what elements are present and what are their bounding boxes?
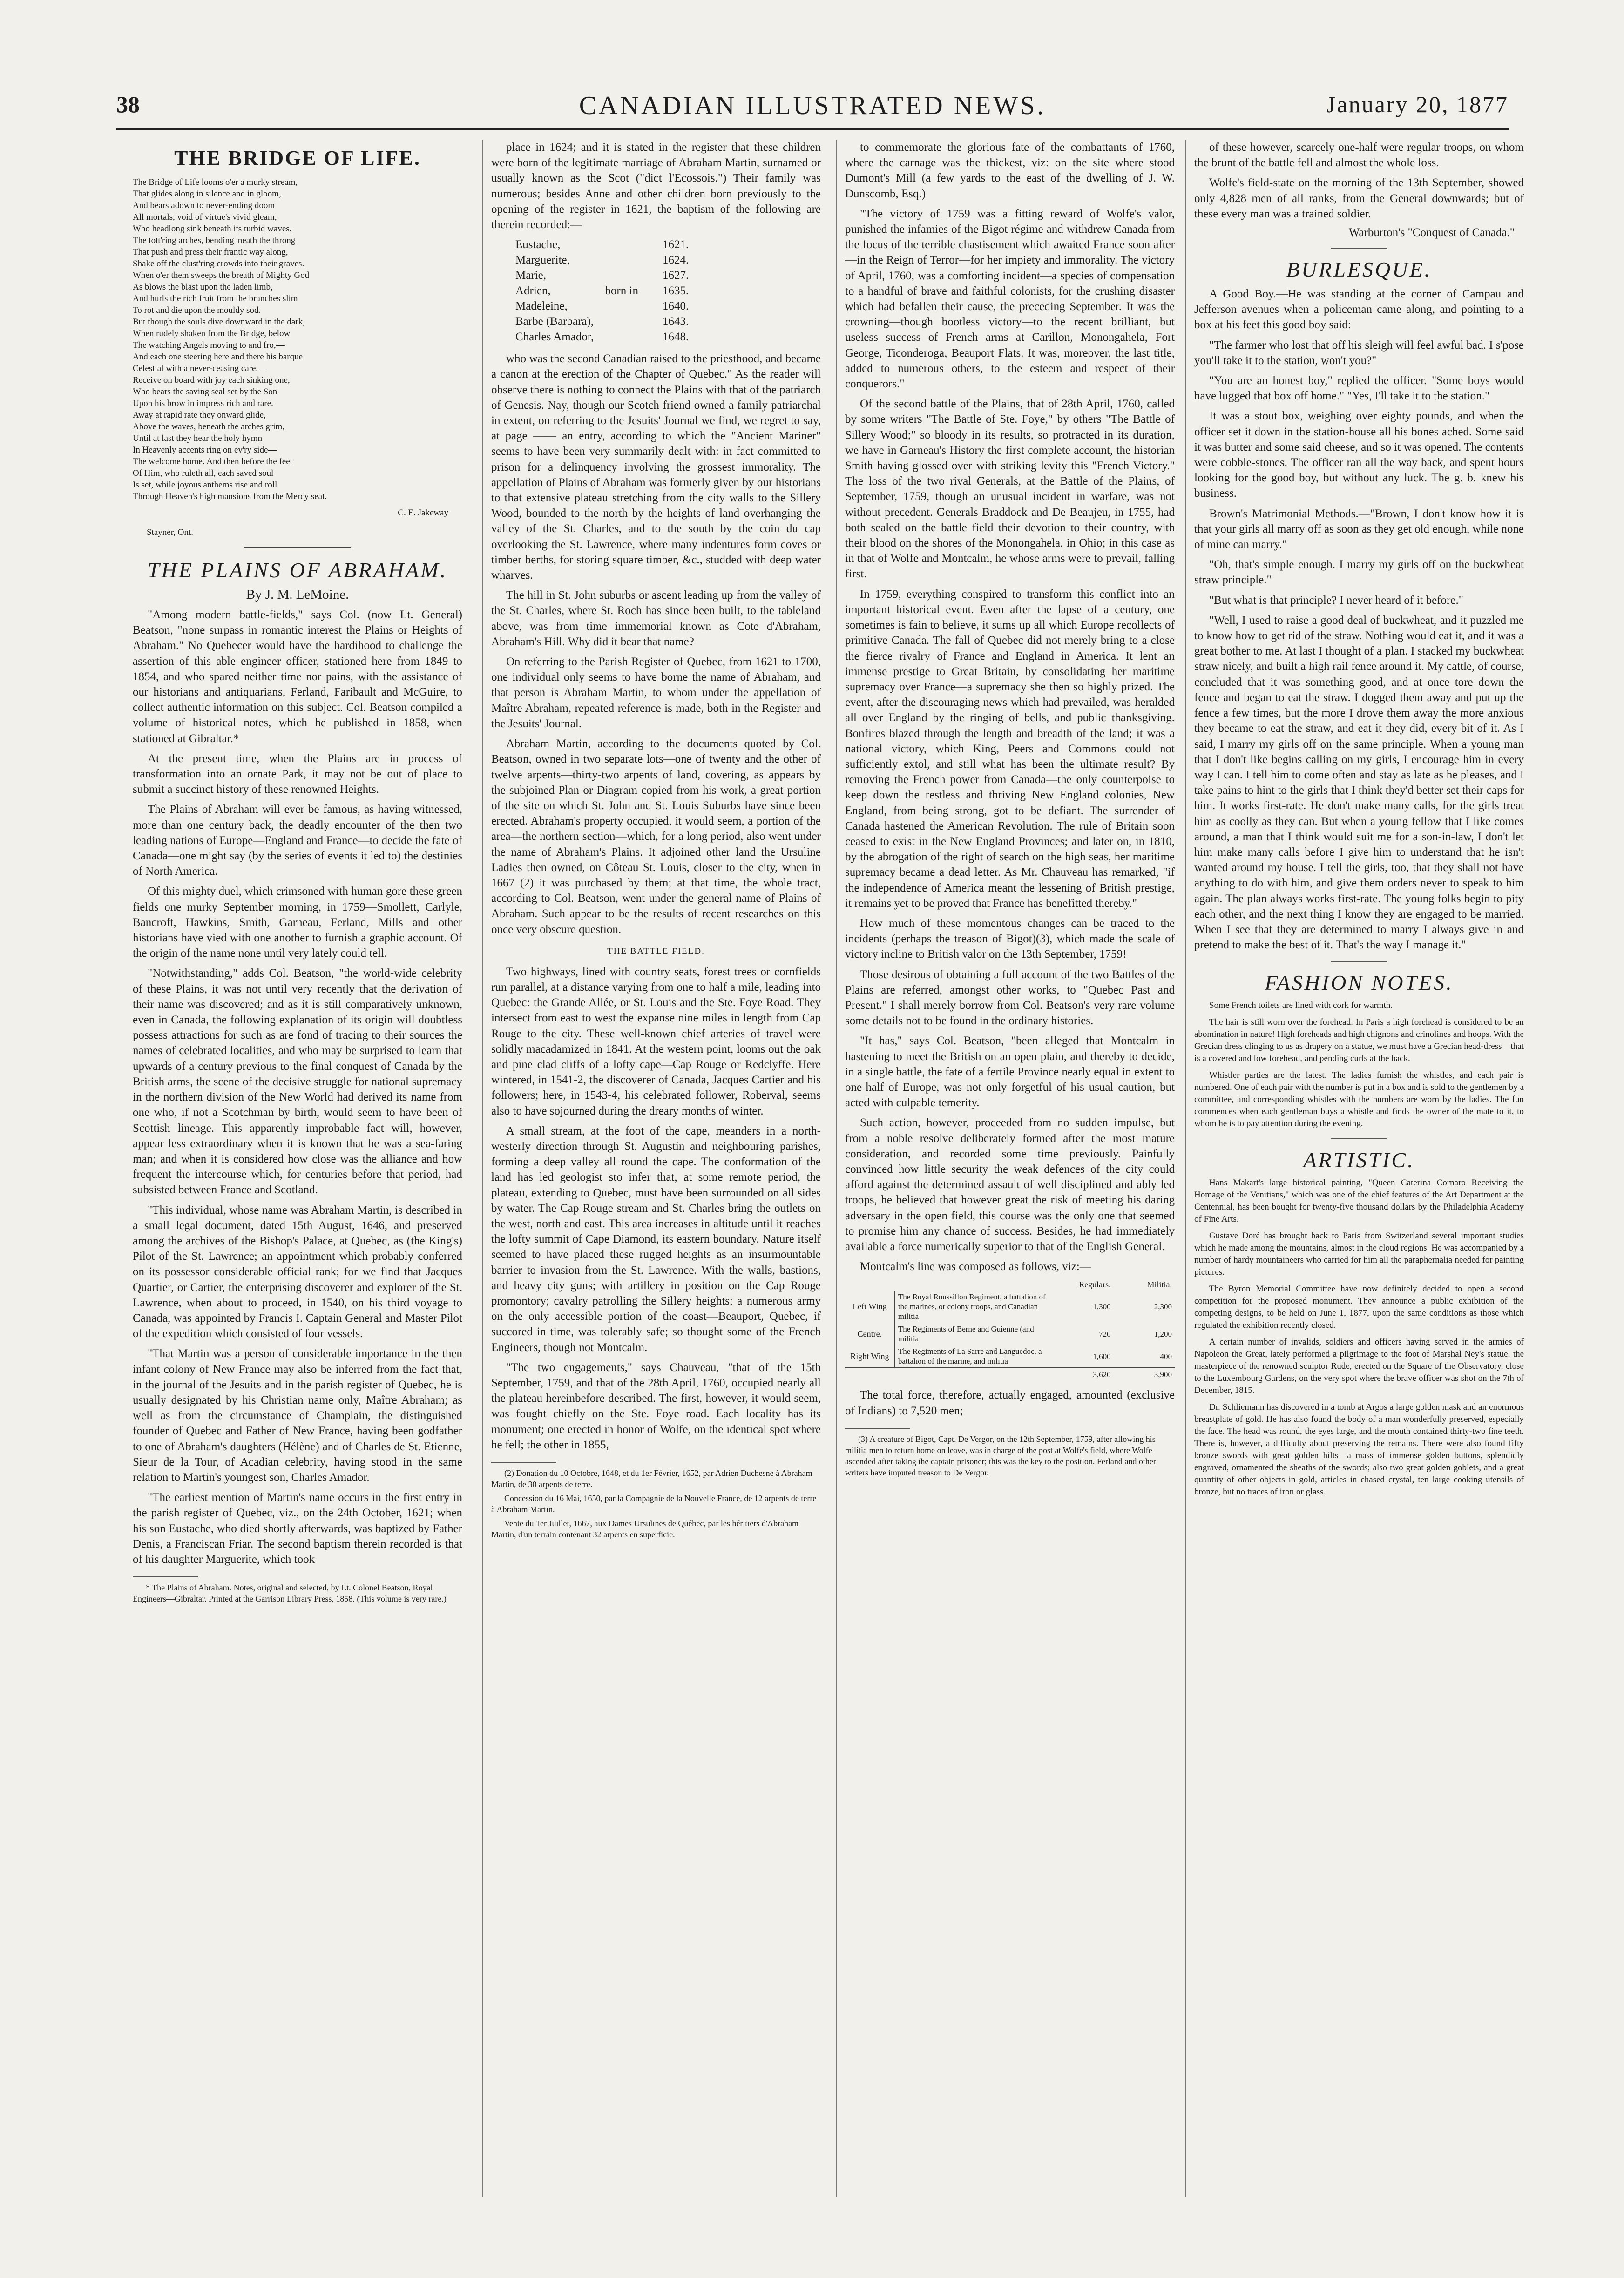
troop-row: [845, 1345, 1175, 1368]
baptism-row: [510, 252, 694, 268]
attribution: Warburton's "Conquest of Canada.": [1348, 226, 1515, 239]
poem-line: Who bears the saving seal set by the Son: [133, 387, 277, 397]
column-2: [491, 140, 821, 2253]
paragraph: Of this mighty duel, which crimsoned with human gore these green fields one murky September morning, in 1759—Smollett, Carlyle, Bancroft, Hawkins, Smith, Garneau, Ferland, Mills and other historians have vied with one another to furnish a graphic account. Of the origin of the name none until very lately could tell.: [133, 885, 462, 960]
paragraph: A certain number of invalids, soldiers and officers having served in the armies of Napoleon the Great, lately performed a pilgrimage to the foot of Marshal Ney's statue, the masterpiece of the renowned sculptor Rude, erected on the Square of the Observatory, close to the Luxembourg Gardens, on the very spot where the brave officer was shot on the 7th of December, 1815.: [1194, 1337, 1524, 1396]
paragraph: A Good Boy.—He was standing at the corner of Campau and Jefferson avenues when a policeman came along, and pointing to a box at his feet this good boy said:: [1194, 288, 1524, 331]
poem-line: And each one steering here and there his barque: [133, 352, 303, 362]
section-divider: [1331, 1138, 1387, 1139]
poem-line: Upon his brow in impress rich and rare.: [133, 399, 273, 408]
column-3: [845, 140, 1175, 2253]
poem-line: The Bridge of Life looms o'er a murky stream,: [133, 177, 298, 187]
paragraph: Hans Makart's large historical painting, "Queen Caterina Cornaro Receiving the Homage of the Venitians," which was one of the chief features of the Art Department at the Centennial, has been bought for twenty-five thousand dollars by the Philadelphia Academy of Fine Arts.: [1194, 1178, 1524, 1224]
article-text: [491, 964, 821, 1453]
paragraph: The hill in St. John suburbs or ascent leading up from the valley of the St. Charles, where St. Roch has since been built, to the tableland above, was from time immemorial known as Cote d'Abraham, Abraham's Hill. Why did it bear that name?: [491, 589, 821, 648]
article-text: [1194, 140, 1524, 222]
footnote: (3) A creature of Bigot, Capt. De Vergor, on the 12th September, 1759, after allowing his militia men to return home on leave, was in charge of the post at Wolfe's field, where Wolfe ascended after taking the captain prisoner; this was the key to the position. Ferland and other writers have imputed treason to De Vergor.: [845, 1434, 1156, 1477]
troop-regulars: 720: [1099, 1329, 1111, 1338]
poem-line: When o'er them sweeps the breath of Mighty God: [133, 270, 310, 280]
poem-line: And hurls the rich fruit from the branches slim: [133, 294, 298, 304]
troop-desc: The Regiments of La Sarre and Languedoc, a battalion of the marine, and militia: [895, 1345, 1053, 1368]
baptism-row: [510, 314, 694, 329]
poem-line: The tott'ring arches, bending 'neath the throng: [133, 236, 296, 245]
baptism-row: [510, 283, 694, 298]
paragraph: Of the second battle of the Plains, that of 28th April, 1760, called by some writers "The Battle of Ste. Foye," by others "The Battle of Sillery Wood;" so bloody in its results, so protracted in its duration, we have in Garneau's History the first complete account, the historian Smith having glossed over with striking levity this "French Victory." The loss of the two rival Generals, at the Battle of the Plains, of September, 1759, though an unusual incident in warfare, was not without precedent. Generals Braddock and De Beaujeu, in 1755, had both sealed on the battle field their devotion to their country, with their blood on the shores of the Monongahela, in Ohio; in this case as in that of Wolfe and Montcalm, he whose arms were to prevail, falling first.: [845, 398, 1175, 581]
poem-line: The watching Angels moving to and fro,—: [133, 340, 285, 350]
poem-line: In Heavenly accents ring on ev'ry side—: [133, 445, 277, 455]
troop-militia: 400: [1160, 1352, 1172, 1361]
paragraph: "Well, I used to raise a good deal of buckwheat, and it puzzled me to know how to get rid of the straw. Nothing would eat it, and it was a great bother to me. At last I thought of a plan. I stacked my buckwheat straw nicely, and built a high rail fence around it. My cattle, of course, concluded that it was something good, and at once tore down the fence and began to eat the straw. I dogged them away and put up the fence a few times, but the more I drove them away the more anxious they became to eat the straw, and eat it they did, every bit of it. As I said, I marry my girls off on the same principle. When a young man that I don't like begins calling on my girls, I encourage him in every way I can. I tell him to come often and stay as late as he pleases, and I take pains to hint to the girls that I think they'd better set their caps for him. It works first-rate. He don't make many calls, for the girls treat him as coolly as they can. But when a young fellow that I like comes around, a man that I think would suit me for a son-in-law, I don't let him make many calls before I give him to understand that he isn't wanted around my house. I tell the girls, too, that they shall not have anything to do with him, and give them orders never to speak to him again. The plan always works first-rate. The young folks begin to pity each other, and the next thing I know they are engaged to be married. When I see that they are determined to marry I always give in and pretend to make the best of it. That's the way I manage it.": [1194, 614, 1524, 952]
burlesque-title: BURLESQUE.: [1286, 257, 1432, 282]
poem-line: Receive on board with joy each sinking one,: [133, 375, 290, 385]
paragraph: "Oh, that's simple enough. I marry my girls off on the buckwheat straw principle.": [1194, 558, 1524, 587]
paragraph: The Plains of Abraham will ever be famous, as having witnessed, more than one century back, the deadly encounter of the then two leading nations of Europe—England and France—to decide the fate of Canada—one might say (by the series of events it led to) the destinies of North America.: [133, 803, 462, 878]
baptism-name: Eustache,: [515, 238, 561, 251]
paragraph: place in 1624; and it is stated in the register that these children were born of the legitimate marriage of Abraham Martin, surnamed or usually known as the Scot ("dict l'Ecossois.") Their family was numerous; besides Anne and other children born previously to the opening of the register in 1621, the baptism of the following are therein recorded:—: [491, 141, 821, 231]
paragraph: A small stream, at the foot of the cape, meanders in a north-westerly direction through St. Augustin and neighbouring parishes, forming a deep valley all round the cape. The conformation of the land has led geologist sto infer that, at some remote period, the plateau, extending to Quebec, must have been surrounded on all sides by water. The Cap Rouge stream and St. Charles bring the outlets on the west, north and east. This area increases in altitude until it reaches the lofty summit of Cape Diamond, its eastern boundary. Nature itself seemed to have placed these rugged heights as an insurmountable barrier to invasion from the St. Lawrence. With the walls, bastions, and heavy city guns; with artillery in position on the Cap Rouge promontory; cavalry patrolling the Sillery heights; a numerous army on the only accessible portion of the coast—Beauport, Quebec, if succored in time, was tolerably safe; so thought some of the French Engineers, though not Montcalm.: [491, 1124, 821, 1354]
poem-line: That glides along in silence and in gloom,: [133, 189, 281, 199]
paragraph: Abraham Martin, according to the documents quoted by Col. Beatson, owned in two separate lots—one of twenty and the other of twelve arpents—thirty-two arpents of land, covering, as appears by the subjoined Plan or Diagram copied from his work, a great portion of the site on which St. John and St. Louis Suburbs have since been erected. Abraham's property occupied, it would seem, a portion of the area—the northern section—which, for a long period, also went under the name of Abraham's Plains. It adjoined other land the Ursuline Ladies then owned, on Côteau St. Louis, closer to the city, when in 1667 (2) it was purchased by them; at that time, the whole tract, according to Col. Beatson, went under the general name of Plains of Abraham. Such appear to be the results of recent researches on this once very obscure question.: [491, 737, 821, 936]
baptism-brace: [599, 252, 644, 268]
column-1: [133, 140, 462, 2253]
poem-line: Celestial with a never-ceasing care,—: [133, 364, 267, 373]
poem-line: And bears adown to never-ending doom: [133, 201, 275, 210]
troop-militia: 2,300: [1154, 1302, 1172, 1311]
fashion-title: FASHION NOTES.: [1265, 971, 1454, 995]
burlesque-text: [1194, 286, 1524, 953]
troop-wing: Right Wing: [850, 1351, 889, 1361]
paragraph: "But what is that principle? I never heard of it before.": [1209, 594, 1463, 607]
paragraph: Montcalm's line was composed as follows, viz:—: [860, 1260, 1091, 1273]
footnote-rule: [845, 1428, 910, 1429]
article-text: [845, 1387, 1175, 1418]
poem-author: C. E. Jakeway: [398, 508, 448, 518]
paragraph: who was the second Canadian raised to the priesthood, and became a canon at the erection of the Chapter of Quebec." As the reader will observe there is nothing to connect the Plains with that of the patriarch of Genesis. Nay, though our Scotch friend owned a family patriarchal in extent, on referring to the Jesuits' Journal we find, we regret to say, at page —— an entry, according to which the "Ancient Mariner" seems to have been very summarily dealt with: in fact committed to prison for a delinquency involving the grossest immorality. The appellation of Plains of Abraham was formerly given by our historians to that extensive plateau stretching from the city walls to the Sillery Wood, bounded to the north by the heights of land overhanging the valley of the St. Charles, and to the south by the coin du cap overlooking the St. Lawrence, where many indentures form coves or timber berths, for storing square timber, &c., studded with deep water wharves.: [491, 352, 821, 582]
section-divider: [244, 547, 351, 548]
footnote: (2) Donation du 10 Octobre, 1648, et du 1er Février, 1652, par Adrien Duchesne à Abraham Martin, de 30 arpents de terre.: [491, 1468, 812, 1489]
paragraph: "This individual, whose name was Abraham Martin, is described in a small legal document, dated 15th August, 1646, and preserved among the archives of the Bishop's Palace, at Quebec, as (the King's) Pilot of the St. Lawrence; an appointment which probably conferred on its possessor considerable official rank; for we find that Jacques Quartier, or Cartier, the enterprising discoverer and explorer of the St. Lawrence, when about to proceed, in 1540, on his third voyage to Canada, was appointed by Francis I. Captain General and Master Pilot of the expedition which consisted of four vessels.: [133, 1203, 462, 1340]
poem-line: Away at rapid rate they onward glide,: [133, 410, 266, 420]
paragraph: The Byron Memorial Committee have now definitely decided to open a second competition for the proposed monument. They announce a public exhibition of the competing designs, to be held on June 1, 1877, upon the same conditions as those which regulated the exhibition recently closed.: [1194, 1284, 1524, 1331]
footnote: Vente du 1er Juillet, 1667, aux Dames Ursulines de Québec, par les héritiers d'Abraham Martin, d'un terrain contenant 32 arpents en superficie.: [491, 1519, 799, 1540]
paragraph: "The farmer who lost that off his sleigh will feel awful bad. I s'pose you'll take it to the station, won't you?": [1194, 338, 1524, 367]
artistic-text: [1194, 1177, 1524, 1498]
poem-line: All mortals, void of virtue's vivid gleam,: [133, 212, 277, 222]
troop-total-row: [845, 1368, 1175, 1381]
column-rule: [836, 140, 837, 2197]
paragraph: "Notwithstanding," adds Col. Beatson, "the world-wide celebrity of these Plains, it was not until very recently that the derivation of their name was discovered; and as it is still comparatively unknown, even in Canada, the following explanation of its origin will doubtless possess attractions for such as are fond of tracing to their sources the names of celebrated localities, and who may be surprised to learn that upwards of a century previous to the final conquest of Canada by the British arms, the scene of the decisive struggle for national supremacy in the northern division of the New World had derived its name from one who, if not a Scotchman by birth, would seem to have been of Scottish lineage. This apparently improbable fact will, however, appear less extraordinary when it is known that he was a sea-faring man; and when it is considered how close was the alliance and how frequent the intercourse which, for centuries before that period, had subsisted between France and Scotland.: [133, 967, 462, 1196]
baptism-name: Marie,: [515, 269, 546, 282]
paragraph: The hair is still worn over the forehead. In Paris a high forehead is considered to be an abomination in nature! High foreheads and high chignons and crinolines and hoops. With the Grecian dress clinging to us as drapery on a statue, we must have a Grecian head-dress—that is a covered and low forehead, and pending curls at the back.: [1194, 1017, 1524, 1064]
article-text: [491, 140, 821, 232]
subheading: THE BATTLE FIELD.: [607, 946, 705, 956]
baptism-name: Barbe (Barbara),: [515, 315, 594, 328]
paragraph: "That Martin was a person of considerable importance in the then infant colony of New France may also be inferred from the fact that, in the journal of the Jesuits and in the parish register of Quebec, he is usually designated by his Christian name only, Maître Abraham; as well as from the circumstance of Champlain, the distinguished founder of Quebec and Father of New France, having been godfather to one of Abraham's daughters (Hélène) and of Charles de St. Etienne, Sieur de la Tour, of Acadian celebrity, having stood in the same relation to Martin's youngest son, Charles Amador.: [133, 1347, 462, 1484]
footnote: * The Plains of Abraham. Notes, original and selected, by Lt. Colonel Beatson, Royal Engineers—Gibraltar. Printed at the Garrison Library Press, 1858. (This volume is very rare.): [133, 1583, 447, 1604]
baptism-brace: [599, 329, 644, 345]
baptism-row: [510, 298, 694, 314]
paragraph: "The victory of 1759 was a fitting reward of Wolfe's valor, punished the infamies of the Bigot régime and withdrew Canada from the focus of the terrible chastisement which awaited France soon after—in the Reign of Terror—for her impiety and immorality. The victory of April, 1760, was a comforting incident—a species of compensation to a handful of brave and faithful colonists, for the crushing disaster which had befallen their cause, the preceding September. It was the crowning—though bootless victory—to the recent brilliant, but useless success of French arms at Carillon, Monongahela, Fort George, Ticonderoga, Beauport Flats. It was, moreover, the last title, added to numerous others, to the esteem and respect of their conquerors.": [845, 207, 1175, 391]
baptism-year: 1635.: [662, 284, 689, 297]
poem-place: Stayner, Ont.: [147, 527, 194, 537]
footnote: Concession du 16 Mai, 1650, par la Compagnie de la Nouvelle France, de 12 arpents de terre à Abraham Martin.: [491, 1494, 817, 1514]
poem-line: When rudely shaken from the Bridge, below: [133, 329, 291, 338]
troop-wing: Centre.: [857, 1329, 882, 1338]
paragraph: On referring to the Parish Register of Quebec, from 1621 to 1700, one individual only seems to have borne the name of Abraham, and that person is Abraham Martin, to whom under the appellation of Maître Abraham, repeated reference is made, both in the Register and the Jesuits' Journal.: [491, 656, 821, 730]
paragraph: Some French toilets are lined with cork for warmth.: [1209, 1000, 1393, 1011]
baptism-brace: [599, 237, 644, 252]
troop-total-regulars: 3,620: [1052, 1368, 1113, 1381]
article-text: [845, 140, 1175, 1274]
baptism-year: 1640.: [662, 300, 689, 313]
baptism-year: 1643.: [662, 315, 689, 328]
masthead: [116, 91, 1509, 130]
section-divider: [1331, 248, 1387, 249]
baptism-row: [510, 268, 694, 283]
baptism-row: [510, 329, 694, 345]
baptism-brace: [599, 314, 644, 329]
troop-row: [845, 1291, 1175, 1323]
troop-total-militia: 3,900: [1114, 1368, 1175, 1381]
poem-line: But though the souls dive downward in the dark,: [133, 317, 305, 327]
paragraph: "The earliest mention of Martin's name occurs in the first entry in the parish register of Quebec, viz., on the 24th October, 1621; when his son Eustache, who died shortly afterwards, was baptized by Father Denis, a Franciscan Friar. The second baptism therein recorded is that of his daughter Marguerite, which took: [133, 1491, 462, 1566]
paragraph: Brown's Matrimonial Methods.—"Brown, I don't know how it is that your girls all marry off as soon as they get old enough, while none of mine can marry.": [1194, 507, 1524, 551]
baptism-name: Marguerite,: [515, 254, 570, 267]
paragraph: Dr. Schliemann has discovered in a tomb at Argos a large golden mask and an enormous breastplate of gold. He has also found the body of a man wonderfully preserved, especially the face. The head was round, the eyes large, and the mouth contained thirty-two fine teeth. There is, however, a difficulty about preserving the remains. There were also found fifty bronze swords with great golden hilts—a mass of immense golden buttons, splendidly engraved, ornamented the sheaths of the swords; also two great golden goblets, and a great quantity of other objects in gold, articles in chased crystal, ten large cooking utensils of bronze, but no traces of iron or glass.: [1194, 1402, 1524, 1497]
poem-line: As blows the blast upon the laden limb,: [133, 282, 273, 292]
poem-line: Through Heaven's high mansions from the Mercy seat.: [133, 492, 327, 501]
poem-line: To rot and die upon the mouldy sod.: [133, 305, 261, 315]
poem-body: [133, 176, 462, 502]
baptism-year: 1627.: [662, 269, 689, 282]
baptism-name: Adrien,: [515, 284, 551, 297]
troop-wing: Left Wing: [853, 1302, 887, 1311]
baptism-year: 1648.: [662, 331, 689, 344]
baptism-list: [510, 237, 694, 345]
paragraph: Gustave Doré has brought back to Paris from Switzerland several important studies which he made among the mountains, almost in the cloud regions. He was accompanied by a number of hardy mountaineers who carried for him all the paraphernalia needed for painting pictures.: [1194, 1231, 1524, 1278]
column-4: [1194, 140, 1524, 2253]
issue-date: January 20, 1877: [1326, 91, 1509, 117]
paragraph: "Among modern battle-fields," says Col. (now Lt. General) Beatson, "none surpass in romantic interest the Plains or Heights of Abraham." No Quebecer would have the hardihood to challenge the assertion of this able engineer officer, stationed here from 1849 to 1854, and who spared neither time nor pains, with the assistance of our historians and antiquarians, Ferland, Faribault and McGuire, to collect authentic information on this subject. Col. Beatson compiled a volume of historical notes, which he published in 1858, when stationed at Gibraltar.*: [133, 608, 462, 745]
page-number: 38: [116, 91, 140, 117]
article-text: [491, 351, 821, 937]
baptism-brace: born in: [605, 284, 638, 297]
paragraph: At the present time, when the Plains are in process of transformation into an ornate Park, it may not be out of place to submit a succinct history of these renowned Heights.: [133, 752, 462, 796]
poem-line: Above the waves, beneath the arches grim,: [133, 422, 285, 432]
paragraph: "You are an honest boy," replied the officer. "Some boys would have lugged that box off home." "Yes, I'll take it to the station.": [1194, 374, 1524, 403]
paragraph: to commemorate the glorious fate of the combattants of 1760, where the carnage was the thickest, viz: on the site where stood Dumont's Mill (a few yards to the east of the dwelling of J. W. Dunscomb, Esq.): [845, 141, 1175, 200]
paragraph: The total force, therefore, actually engaged, amounted (exclusive of Indians) to 7,520 men;: [845, 1389, 1175, 1417]
section-divider: [1331, 961, 1387, 962]
paragraph: In 1759, everything conspired to transform this conflict into an important historical event. Even after the lapse of a century, one sometimes is fain to believe, it sums up all which Europe recollects of primitive Canada. The fall of Quebec did not merely bring to a close the fierce rivalry of France and England in America. It lent an immense prestige to Great Britain, by consolidating her maritime supremacy over France—a supremacy she then so highly prized. The event, after the discouraging news which had prevailed, was heralded all over England by the ringing of bells, and public thanksgiving. Bonfires blazed through the length and breadth of the land; it was a national victory, which King, Peers and Commons could not sufficiently extol, and still what has been the ultimate result? By removing the French power from Canada—the only counterpoise to keep down the restless and thriving New England colonies, New England, from being strong, got to be defiant. The surrender of Canada hastened the American Revolution. The rule of Britain soon ceased to exist in the New England Provinces; and later on, in 1810, by the abrogation of the right of search on the high seas, her maritime supremacy became a dead letter. As Mr. Chauveau has remarked, "if the independence of America meant the lessening of British prestige, it remains yet to be proved that France has benefitted thereby.": [845, 588, 1175, 910]
poem-line: Of Him, who ruleth all, each saved soul: [133, 468, 274, 478]
baptism-brace: [599, 298, 644, 314]
troop-row: [845, 1323, 1175, 1345]
paper-title: CANADIAN ILLUSTRATED NEWS.: [579, 91, 1046, 120]
baptism-name: Madeleine,: [515, 300, 568, 313]
footnote-rule: [491, 1462, 556, 1463]
article-text: [133, 607, 462, 1567]
paragraph: It was a stout box, weighing over eighty pounds, and when the officer set it down in the station-house all his bones ached. Some said it was butter and some said cheese, and so it was opened. The contents were cobble-stones. The officer ran all the way back, and spent hours looking for the good boy, but without any luck. The g. b. knew his business.: [1194, 410, 1524, 500]
poem-line: The welcome home. And then before the feet: [133, 457, 292, 466]
article-byline: By J. M. LeMoine.: [246, 587, 349, 602]
baptism-year: 1624.: [662, 254, 689, 267]
militia-header: Militia.: [1147, 1280, 1172, 1290]
poem-line: Is set, while joyous anthems rise and roll: [133, 480, 277, 490]
troop-regulars: 1,600: [1093, 1352, 1111, 1361]
poem-line: Until at last they hear the holy hymn: [133, 433, 263, 443]
paragraph: Whistler parties are the latest. The ladies furnish the whistles, and each pair is numbered. One of each pair with the number is put in a box and is sold to the gentlemen by a committee, and corresponding whistles with the numbers are worn by the ladies. The fun commences when each gentleman buys a whistle and finds the owner of the mate to it, to whom he is to pay attention during the evening.: [1194, 1070, 1524, 1129]
footnote-rule: [133, 1576, 198, 1577]
paragraph: Those desirous of obtaining a full account of the two Battles of the Plains are referred, amongst other works, to "Quebec Past and Present." I shall merely borrow from Col. Beatson's very rare volume some details not to be found in the ordinary histories.: [845, 968, 1175, 1027]
troop-militia: 1,200: [1154, 1329, 1172, 1338]
article-title: THE PLAINS OF ABRAHAM.: [147, 558, 448, 582]
paragraph: Two highways, lined with country seats, forest trees or cornfields run parallel, at a distance varying from one to half a mile, leading into Quebec: the Grande Allée, or St. Louis and the Ste. Foye Road. They intersect from east to west the expanse nine miles in length from Cap Rouge to the city. These well-known chief arteries of travel were solidly macadamized in 1841. At the western point, looms out the oak and pine clad cliffs of a lofty cape—Cap Rouge or Redclyffe. Here wintered, in 1541-2, the discoverer of Canada, Jacques Cartier and his followers; here, in 1543-4, his celebrated follower, Roberval, seems also to have sojourned during the dreary months of winter.: [491, 965, 821, 1117]
poem-line: Shake off the clust'ring crowds into their graves.: [133, 259, 304, 269]
baptism-row: [510, 237, 694, 252]
column-rule: [1185, 140, 1186, 2197]
troop-desc: The Royal Roussillon Regiment, a battalion of the marines, or colony troops, and Canadian militia: [895, 1291, 1053, 1323]
baptism-year: 1621.: [662, 238, 689, 251]
poem-line: Who headlong sink beneath its turbid waves.: [133, 224, 292, 234]
paragraph: "It has," says Col. Beatson, "been alleged that Montcalm in hastening to meet the British on an open plain, and thereby to decide, in a single battle, the fate of a fertile Province nearly equal in extent to one-half of Europe, was not only forgetful of his usual caution, but acted with culpable temerity.: [845, 1034, 1175, 1109]
paragraph: "The two engagements," says Chauveau, "that of the 15th September, 1759, and that of the 28th April, 1760, occupied nearly all the plateau hereinbefore described. The first, however, it would seem, was fought chiefly on the Ste. Foye road. Each locality has its monument; one erected in honor of Wolfe, on the identical spot where he fell; the other in 1855,: [491, 1361, 821, 1451]
troop-table: [845, 1279, 1175, 1381]
artistic-title: ARTISTIC.: [1303, 1148, 1415, 1172]
troop-regulars: 1,300: [1093, 1302, 1111, 1311]
fashion-text: [1194, 1000, 1524, 1130]
paragraph: of these however, scarcely one-half were regular troops, on whom the brunt of the battle fell and almost the whole loss.: [1194, 141, 1524, 169]
troop-desc: The Regiments of Berne and Guienne (and militia: [895, 1323, 1053, 1345]
poem-line: That push and press their frantic way along,: [133, 247, 288, 257]
paragraph: Such action, however, proceeded from no sudden impulse, but from a noble resolve deliberately formed after the most mature consideration, and recorded some time previously. Painfully convinced how little security the weak defences of the city could afford against the determined assault of well disciplined and ably led troops, he believed that however great the risk of meeting his daring adversary in the open field, this course was the only one that seemed to promise him any chance of success. Besides, he had immediately available a force numerically superior to that of the English General.: [845, 1116, 1175, 1253]
paragraph: How much of these momentous changes can be traced to the incidents (perhaps the treason of Bigot)(3), which made the scale of victory incline to British valor on the 13th September, 1759!: [845, 917, 1175, 961]
column-rule: [482, 140, 483, 2197]
footnotes: [491, 1467, 821, 1540]
baptism-brace: [599, 268, 644, 283]
paragraph: Wolfe's field-state on the morning of the 13th September, showed only 4,828 men of all ranks, from the General downwards; but of these every man was a trained soldier.: [1194, 176, 1524, 220]
baptism-name: Charles Amador,: [515, 331, 594, 344]
poem-title: THE BRIDGE OF LIFE.: [174, 147, 421, 169]
regulars-header: Regulars.: [1079, 1280, 1111, 1290]
